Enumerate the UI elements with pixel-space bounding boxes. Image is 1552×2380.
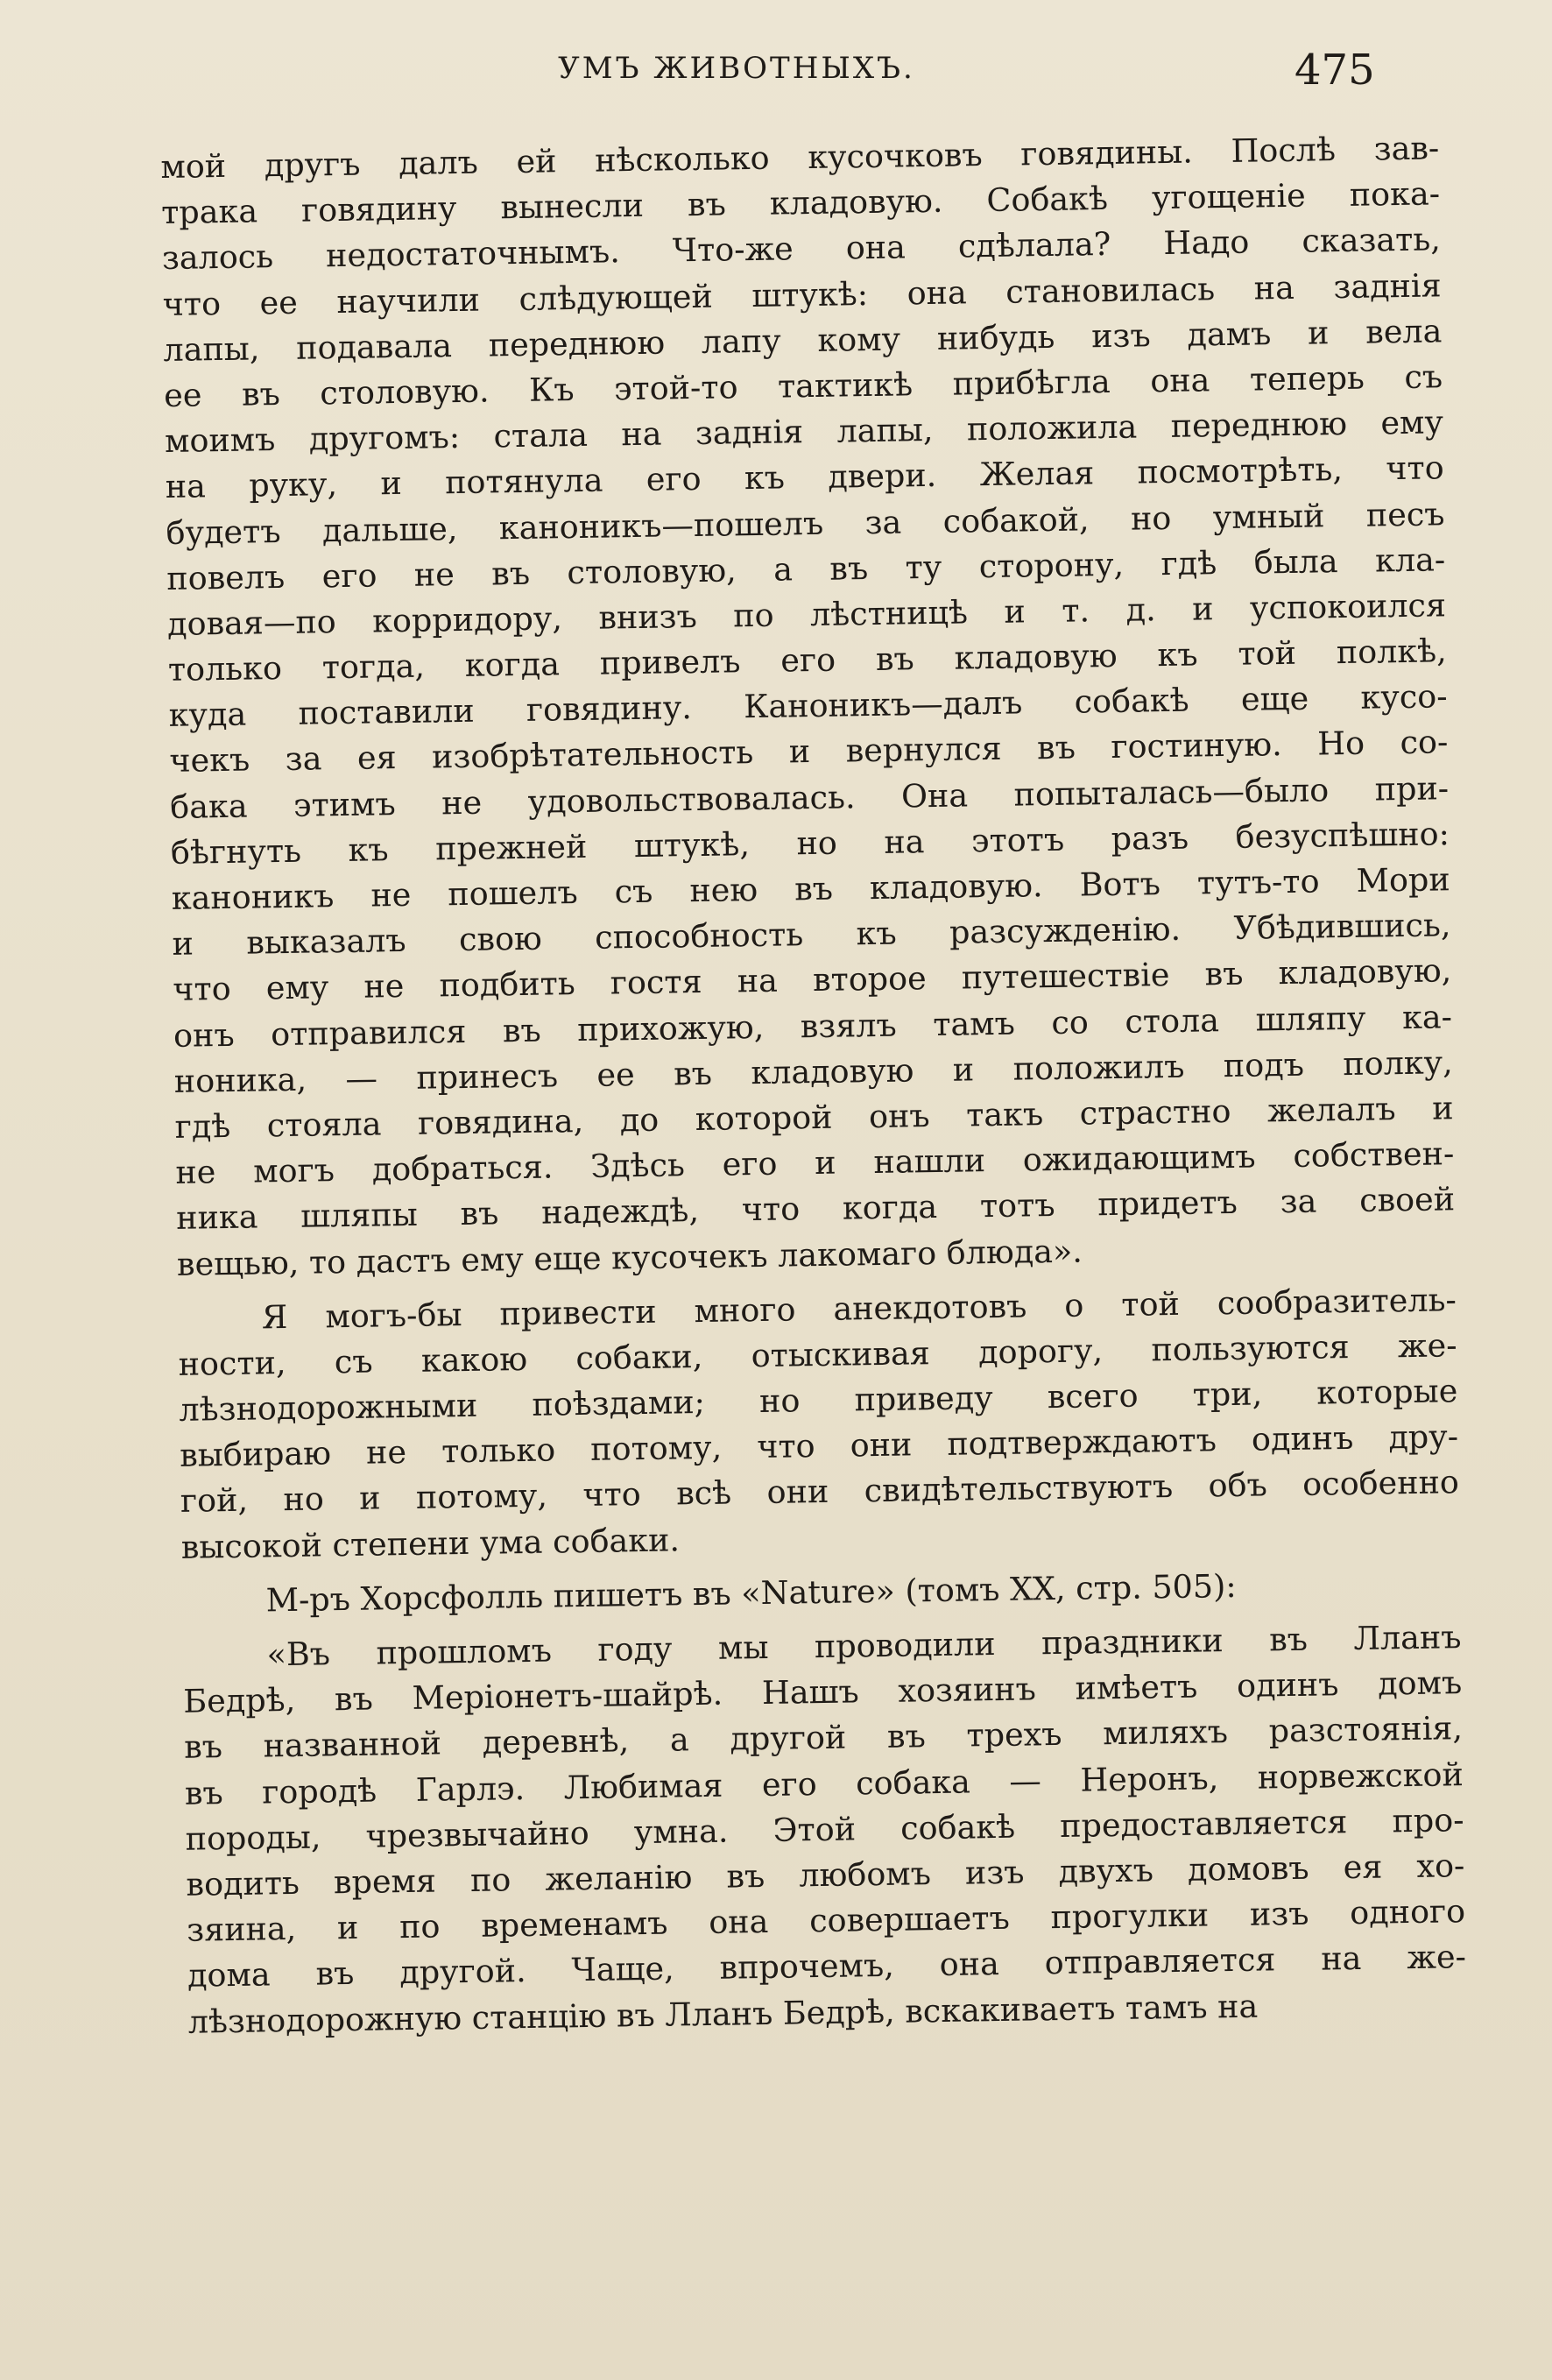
- text-line: ника шляпы въ надеждѣ, что когда тотъ придетъ за своей: [175, 1180, 1456, 1238]
- text-line: что ее научили слѣдующей штукѣ: она становилась на заднія: [162, 265, 1442, 323]
- text-line: ноника, — принесъ ее въ кладовую и положилъ подъ полку,: [173, 1042, 1454, 1100]
- text-line: ности, съ какою собаки, отыскивая дорогу, пользуются же-: [178, 1326, 1457, 1383]
- text-line: на руку, и потянула его къ двери. Желая посмотрѣть, что: [165, 448, 1444, 506]
- text-line: высокой степени ума собаки.: [180, 1521, 681, 1566]
- text-line: лѣзнодорожными поѣздами; но приведу всего три, которые: [179, 1372, 1458, 1429]
- paragraph: [181, 1560, 1461, 1625]
- text-line: лапы, подавала переднюю лапу кому нибудь изъ дамъ и вела: [163, 312, 1443, 369]
- text-line: Я могъ-бы привести много анекдотовъ о той сообразитель-: [261, 1280, 1457, 1337]
- text-line: вещью, то дастъ ему еще кусочекъ лакомаго блюда».: [176, 1232, 1083, 1283]
- text-line: повелъ его не въ столовую, а въ ту сторону, гдѣ была кла-: [166, 540, 1446, 597]
- text-line: и выказалъ свою способность къ разсужденію. Убѣдившись,: [172, 906, 1451, 964]
- running-title: УМЪ ЖИВОТНЫХЪ.: [558, 51, 915, 86]
- text-line: трака говядину вынесли въ кладовую. Собакѣ угощеніе пока-: [160, 174, 1441, 232]
- text-line: выбираю не только потому, что они подтверждаютъ одинъ дру-: [179, 1417, 1459, 1475]
- paragraph: [160, 125, 1456, 1287]
- text-line: «Въ прошломъ году мы проводили праздники въ Лланъ: [266, 1618, 1462, 1674]
- text-line: ее въ столовую. Къ этой-то тактикѣ прибѣгла она теперь съ: [163, 357, 1443, 414]
- text-line: залось недостаточнымъ. Что-же она сдѣлала? Надо сказать,: [161, 220, 1442, 278]
- paragraph: [178, 1277, 1460, 1571]
- text-line: въ названной деревнѣ, а другой въ трехъ миляхъ разстоянія,: [183, 1709, 1464, 1767]
- text-line: моимъ другомъ: стала на заднія лапы, положила переднюю ему: [164, 403, 1444, 461]
- text-line: мой другъ далъ ей нѣсколько кусочковъ говядины. Послѣ зав-: [160, 129, 1440, 186]
- paragraph: [182, 1614, 1467, 2045]
- body-text: [160, 125, 1467, 2045]
- text-line: водить время по желанію въ любомъ изъ двухъ домовъ ея хо-: [186, 1847, 1465, 1903]
- text-line: дома въ другой. Чаще, впрочемъ, она отправляется на же-: [187, 1938, 1467, 1995]
- text-line: довая—по корридору, внизъ по лѣстницѣ и т. д. и успокоился: [166, 586, 1447, 643]
- text-line: не могъ добраться. Здѣсь его и нашли ожидающимъ собствен-: [175, 1134, 1455, 1191]
- text-line: каноникъ не пошелъ съ нею въ кладовую. Вотъ тутъ-то Мори: [171, 860, 1450, 917]
- text-line: лѣзнодорожную станцію въ Лланъ Бедрѣ, вскакиваетъ тамъ на: [187, 1987, 1259, 2041]
- text-line: Бедрѣ, въ Меріонетъ-шайрѣ. Нашъ хозяинъ имѣетъ одинъ домъ: [183, 1663, 1463, 1720]
- text-line: бѣгнуть къ прежней штукѣ, но на этотъ разъ безуспѣшно:: [170, 815, 1450, 872]
- page-number: 475: [1295, 46, 1375, 95]
- text-line: только тогда, когда привелъ его въ кладовую къ той полкѣ,: [167, 632, 1448, 689]
- text-line: будетъ дальше, каноникъ—пошелъ за собакой, но умный песъ: [166, 494, 1445, 552]
- text-line: чекъ за ея изобрѣтательность и вернулся въ гостиную. Но со-: [169, 723, 1449, 780]
- text-line: бака этимъ не удовольствовалась. Она попыталась—было при-: [169, 768, 1450, 826]
- text-line: что ему не подбить гостя на второе путешествіе въ кладовую,: [172, 951, 1452, 1009]
- text-line: гдѣ стояла говядина, до которой онъ такъ страстно желалъ и: [174, 1089, 1454, 1146]
- text-line: М-ръ Хорсфолль пишетъ въ «Nature» (томъ XX, стр. 505):: [265, 1566, 1237, 1620]
- text-line: зяина, и по временамъ она совершаетъ прогулки изъ одного: [186, 1892, 1466, 1949]
- text-line: куда поставили говядину. Каноникъ—далъ собакѣ еще кусо-: [168, 677, 1448, 735]
- text-line: породы, чрезвычайно умна. Этой собакѣ предоставляется про-: [185, 1800, 1464, 1858]
- text-line: гой, но и потому, что всѣ они свидѣтельствуютъ объ особенно: [180, 1463, 1460, 1521]
- text-line: въ городѣ Гарлэ. Любимая его собака — Неронъ, норвежской: [184, 1755, 1464, 1812]
- text-line: онъ отправился въ прихожую, взялъ тамъ со стола шляпу ка-: [173, 997, 1453, 1055]
